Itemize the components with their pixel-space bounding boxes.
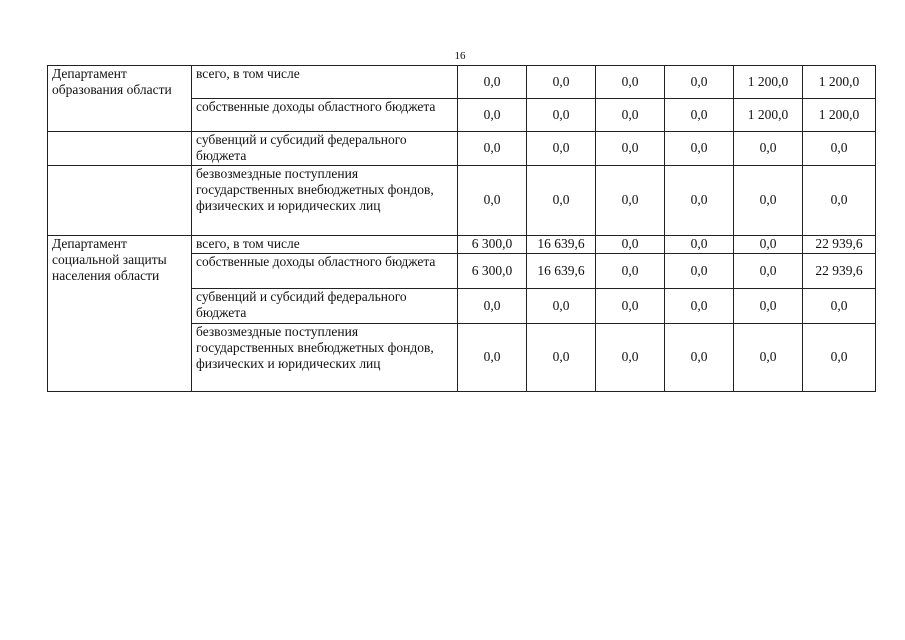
value-cell: 0,0 — [527, 288, 596, 323]
table-row — [48, 98, 876, 131]
table-row — [48, 66, 876, 99]
value-cell: 0,0 — [665, 66, 734, 99]
value-cell: 0,0 — [803, 288, 876, 323]
value-cell: 0,0 — [527, 131, 596, 165]
value-cell: 0,0 — [596, 165, 665, 235]
table-row — [48, 131, 876, 165]
value-cell: 0,0 — [734, 323, 803, 391]
value-cell: 0,0 — [596, 131, 665, 165]
value-cell: 0,0 — [458, 165, 527, 235]
department-cell-empty — [48, 98, 192, 131]
value-cell: 1 200,0 — [803, 66, 876, 99]
value-cell: 0,0 — [665, 288, 734, 323]
budget-table — [47, 65, 876, 392]
department-name: Департамент социальной защиты населения области — [48, 235, 192, 391]
source-label: субвенций и субсидий федерального бюджета — [192, 288, 458, 323]
value-cell: 0,0 — [803, 323, 876, 391]
value-cell: 0,0 — [527, 98, 596, 131]
value-cell: 0,0 — [665, 98, 734, 131]
value-cell: 1 200,0 — [803, 98, 876, 131]
value-cell: 0,0 — [665, 253, 734, 288]
value-cell: 16 639,6 — [527, 235, 596, 253]
value-cell: 0,0 — [665, 165, 734, 235]
value-cell: 1 200,0 — [734, 66, 803, 99]
value-cell: 0,0 — [596, 323, 665, 391]
value-cell: 0,0 — [458, 66, 527, 99]
value-cell: 0,0 — [665, 131, 734, 165]
value-cell: 0,0 — [527, 323, 596, 391]
value-cell: 0,0 — [734, 253, 803, 288]
table-row — [48, 165, 876, 235]
value-cell: 0,0 — [665, 323, 734, 391]
value-cell: 1 200,0 — [734, 98, 803, 131]
value-cell: 0,0 — [596, 288, 665, 323]
value-cell: 0,0 — [803, 165, 876, 235]
value-cell: 22 939,6 — [803, 235, 876, 253]
value-cell: 0,0 — [734, 165, 803, 235]
source-label: собственные доходы областного бюджета — [192, 253, 458, 288]
department-cell-empty — [48, 131, 192, 165]
value-cell: 0,0 — [596, 235, 665, 253]
source-label: всего, в том числе — [192, 235, 458, 253]
value-cell: 0,0 — [596, 98, 665, 131]
source-label: субвенций и субсидий федерального бюджета — [192, 131, 458, 165]
value-cell: 0,0 — [803, 131, 876, 165]
table-row — [48, 235, 876, 253]
department-name: Департамент образования области — [48, 66, 192, 99]
source-label: всего, в том числе — [192, 66, 458, 99]
department-cell-empty — [48, 165, 192, 235]
page-number: 16 — [454, 50, 466, 62]
value-cell: 0,0 — [596, 253, 665, 288]
value-cell: 0,0 — [527, 66, 596, 99]
value-cell: 0,0 — [458, 131, 527, 165]
value-cell: 0,0 — [734, 235, 803, 253]
value-cell: 6 300,0 — [458, 235, 527, 253]
value-cell: 0,0 — [734, 288, 803, 323]
value-cell: 0,0 — [734, 131, 803, 165]
value-cell: 0,0 — [458, 323, 527, 391]
value-cell: 6 300,0 — [458, 253, 527, 288]
source-label: безвозмездные поступления государственных внебюджетных фондов, физических и юридических лиц — [192, 165, 458, 235]
value-cell: 16 639,6 — [527, 253, 596, 288]
value-cell: 0,0 — [527, 165, 596, 235]
value-cell: 0,0 — [458, 98, 527, 131]
value-cell: 0,0 — [458, 288, 527, 323]
source-label: безвозмездные поступления государственных внебюджетных фондов, физических и юридических лиц — [192, 323, 458, 391]
value-cell: 22 939,6 — [803, 253, 876, 288]
value-cell: 0,0 — [596, 66, 665, 99]
source-label: собственные доходы областного бюджета — [192, 98, 458, 131]
value-cell: 0,0 — [665, 235, 734, 253]
